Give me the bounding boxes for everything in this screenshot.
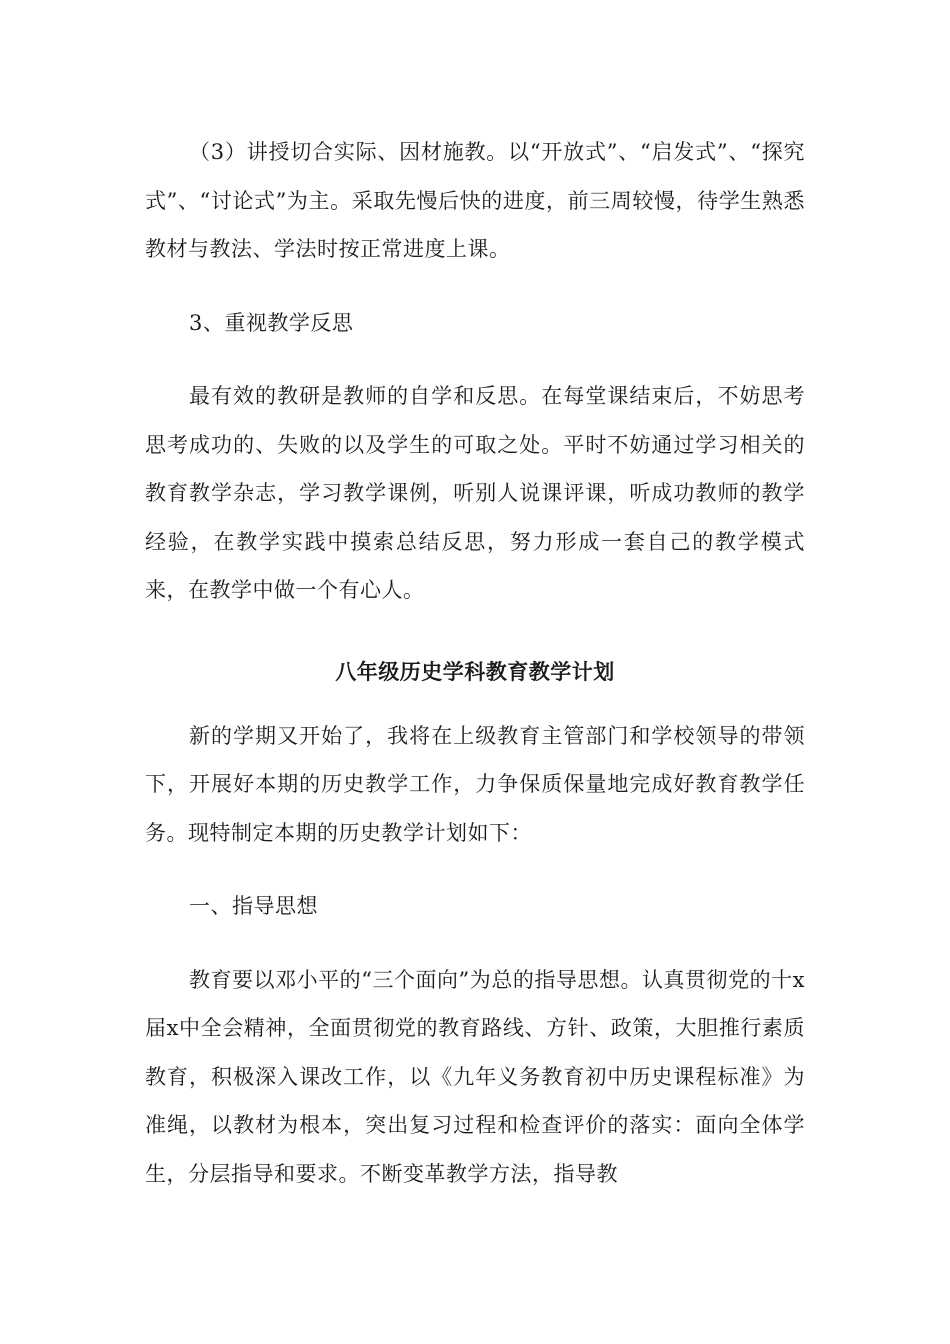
section-title: 八年级历史学科教育教学计划 bbox=[335, 658, 615, 684]
paragraph-guiding-ideology: 教育要以邓小平的“三个面向”为总的指导思想。认真贯彻党的十x届x中全会精神，全面贯彻党的教育路线、方针、政策，大胆推行素质教育，积极深入课改工作，以《九年义务教育初中历史课程标准》为准绳，以教材为根本，突出复习过程和检查评价的落实：面向全体学生，分层指导和要求。不断变革教学方法，指导教 bbox=[145, 967, 805, 1186]
heading-guiding-ideology: 一、指导思想 bbox=[189, 894, 318, 918]
document-body bbox=[145, 128, 805, 1198]
paragraph-teaching-method: （3）讲授切合实际、因材施教。以“开放式”、“启发式”、“探究式”、“讨论式”为主。采取先慢后快的进度，前三周较慢，待学生熟悉教材与教法、学法时按正常进度上课。 bbox=[145, 140, 805, 261]
heading-teaching-reflection: 3、重视教学反思 bbox=[189, 310, 354, 335]
paragraph-introduction: 新的学期又开始了，我将在上级教育主管部门和学校领导的带领下，开展好本期的历史教学工作，力争保质保量地完成好教育教学任务。现特制定本期的历史教学计划如下： bbox=[145, 723, 805, 845]
paragraph-teaching-reflection: 最有效的教研是教师的自学和反思。在每堂课结束后，不妨思考思考成功的、失败的以及学生的可取之处。平时不妨通过学习相关的教育教学杂志，学习教学课例，听别人说课评课，听成功教师的教学经验，在教学实践中摸索总结反思，努力形成一套自己的教学模式来，在教学中做一个有心人。 bbox=[145, 384, 805, 602]
